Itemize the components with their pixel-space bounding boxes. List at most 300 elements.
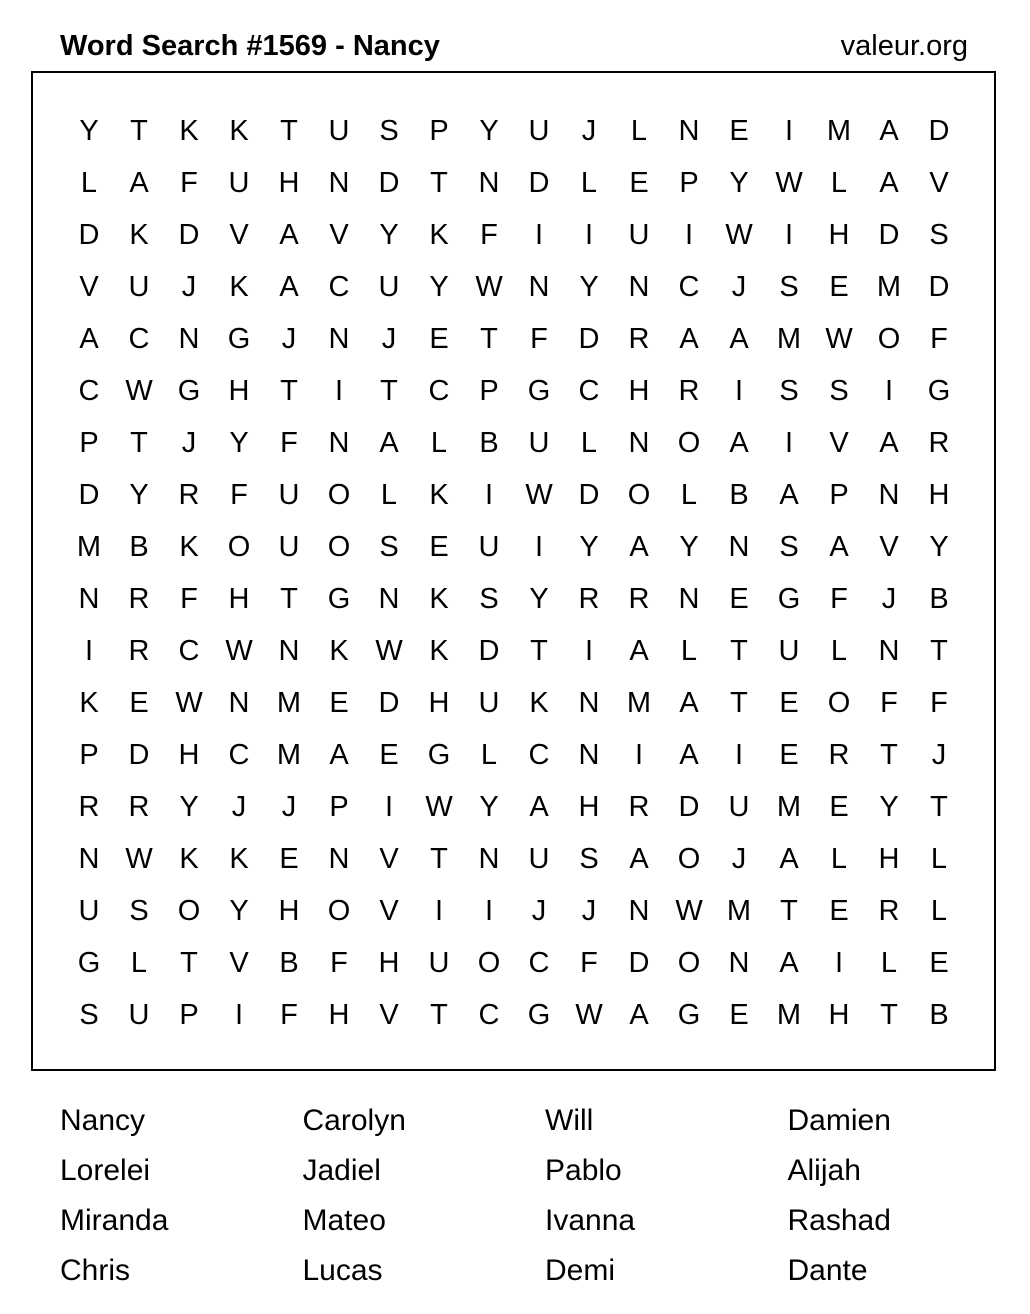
grid-cell[interactable]: Y [579, 530, 599, 563]
grid-cell[interactable]: V [379, 998, 399, 1031]
grid-cell[interactable]: N [478, 842, 500, 875]
grid-cell[interactable]: E [279, 842, 299, 875]
grid-cell[interactable]: M [776, 998, 802, 1031]
grid-cell[interactable]: M [876, 270, 902, 303]
grid-cell[interactable]: P [679, 166, 699, 199]
grid-cell[interactable]: T [280, 582, 298, 615]
grid-cell[interactable]: R [678, 374, 700, 407]
grid-cell[interactable]: T [430, 998, 448, 1031]
grid-cell[interactable]: A [629, 842, 649, 875]
grid-cell[interactable]: C [178, 634, 200, 667]
grid-cell[interactable]: D [628, 946, 650, 979]
grid-cell[interactable]: A [729, 322, 749, 355]
grid-cell[interactable]: G [77, 946, 101, 979]
grid-cell[interactable]: K [229, 270, 249, 303]
grid-cell[interactable]: T [430, 166, 448, 199]
grid-cell[interactable]: A [279, 218, 299, 251]
grid-cell[interactable]: K [179, 530, 199, 563]
grid-cell[interactable]: T [930, 790, 948, 823]
grid-cell[interactable]: W [775, 166, 803, 199]
grid-cell[interactable]: K [229, 842, 249, 875]
grid-cell[interactable]: Y [229, 894, 249, 927]
grid-cell[interactable]: C [128, 322, 150, 355]
grid-cell[interactable]: A [329, 738, 349, 771]
grid-cell[interactable]: W [425, 790, 453, 823]
grid-cell[interactable]: S [379, 114, 399, 147]
grid-cell[interactable]: E [429, 530, 449, 563]
grid-cell[interactable]: T [280, 114, 298, 147]
grid-cell[interactable]: J [731, 270, 747, 303]
grid-cell[interactable]: P [179, 998, 199, 1031]
grid-cell[interactable]: L [630, 114, 648, 147]
grid-cell[interactable]: B [479, 426, 499, 459]
grid-cell[interactable]: S [379, 530, 399, 563]
grid-cell[interactable]: N [78, 842, 100, 875]
grid-cell[interactable]: R [628, 582, 650, 615]
grid-cell[interactable]: F [330, 946, 348, 979]
grid-cell[interactable]: O [477, 946, 501, 979]
grid-cell[interactable]: S [779, 374, 799, 407]
grid-cell[interactable]: L [830, 634, 848, 667]
grid-cell[interactable]: U [528, 114, 550, 147]
grid-cell[interactable]: R [578, 582, 600, 615]
grid-cell[interactable]: W [825, 322, 853, 355]
grid-cell[interactable]: N [678, 582, 700, 615]
grid-cell[interactable]: K [429, 218, 449, 251]
grid-cell[interactable]: D [178, 218, 200, 251]
grid-cell[interactable]: H [578, 790, 600, 823]
grid-cell[interactable]: F [180, 166, 198, 199]
grid-cell[interactable]: V [929, 166, 949, 199]
grid-cell[interactable]: Y [429, 270, 449, 303]
grid-cell[interactable]: U [78, 894, 100, 927]
grid-cell[interactable]: K [79, 686, 99, 719]
grid-cell[interactable]: V [229, 946, 249, 979]
grid-cell[interactable]: L [380, 478, 398, 511]
grid-cell[interactable]: G [227, 322, 251, 355]
grid-cell[interactable]: A [629, 998, 649, 1031]
grid-cell[interactable]: R [128, 634, 150, 667]
grid-cell[interactable]: G [777, 582, 801, 615]
grid-cell[interactable]: E [329, 686, 349, 719]
grid-cell[interactable]: D [78, 478, 100, 511]
grid-cell[interactable]: N [628, 270, 650, 303]
grid-cell[interactable]: J [181, 426, 197, 459]
grid-cell[interactable]: N [328, 842, 350, 875]
grid-cell[interactable]: U [128, 270, 150, 303]
grid-cell[interactable]: F [280, 998, 298, 1031]
grid-cell[interactable]: H [428, 686, 450, 719]
grid-cell[interactable]: L [830, 166, 848, 199]
grid-cell[interactable]: L [480, 738, 498, 771]
grid-cell[interactable]: U [378, 270, 400, 303]
grid-cell[interactable]: Y [229, 426, 249, 459]
grid-cell[interactable]: D [678, 790, 700, 823]
grid-cell[interactable]: B [929, 582, 949, 615]
grid-cell[interactable]: R [78, 790, 100, 823]
grid-cell[interactable]: S [479, 582, 499, 615]
grid-cell[interactable]: Y [729, 166, 749, 199]
grid-cell[interactable]: N [378, 582, 400, 615]
grid-cell[interactable]: D [128, 738, 150, 771]
grid-cell[interactable]: W [175, 686, 203, 719]
grid-cell[interactable]: N [78, 582, 100, 615]
grid-cell[interactable]: W [225, 634, 253, 667]
grid-cell[interactable]: C [78, 374, 100, 407]
grid-cell[interactable]: N [728, 530, 750, 563]
grid-cell[interactable]: I [234, 998, 244, 1031]
grid-cell[interactable]: T [130, 426, 148, 459]
grid-cell[interactable]: O [677, 842, 701, 875]
grid-cell[interactable]: I [734, 738, 744, 771]
grid-cell[interactable]: Y [929, 530, 949, 563]
grid-cell[interactable]: N [478, 166, 500, 199]
grid-cell[interactable]: O [827, 686, 851, 719]
grid-cell[interactable]: I [584, 218, 594, 251]
grid-cell[interactable]: H [378, 946, 400, 979]
grid-cell[interactable]: W [375, 634, 403, 667]
grid-cell[interactable]: N [328, 322, 350, 355]
grid-cell[interactable]: D [378, 686, 400, 719]
grid-cell[interactable]: D [878, 218, 900, 251]
grid-cell[interactable]: K [429, 634, 449, 667]
grid-cell[interactable]: F [180, 582, 198, 615]
grid-cell[interactable]: N [528, 270, 550, 303]
grid-cell[interactable]: M [826, 114, 852, 147]
grid-cell[interactable]: Y [529, 582, 549, 615]
grid-cell[interactable]: E [779, 738, 799, 771]
grid-cell[interactable]: H [928, 478, 950, 511]
grid-cell[interactable]: P [429, 114, 449, 147]
grid-cell[interactable]: F [280, 426, 298, 459]
grid-cell[interactable]: S [129, 894, 149, 927]
grid-cell[interactable]: D [378, 166, 400, 199]
grid-cell[interactable]: C [528, 946, 550, 979]
grid-cell[interactable]: A [679, 738, 699, 771]
grid-cell[interactable]: I [584, 634, 594, 667]
grid-cell[interactable]: U [278, 478, 300, 511]
grid-cell[interactable]: O [877, 322, 901, 355]
grid-cell[interactable]: B [129, 530, 149, 563]
grid-cell[interactable]: I [384, 790, 394, 823]
grid-cell[interactable]: N [678, 114, 700, 147]
grid-cell[interactable]: C [578, 374, 600, 407]
grid-cell[interactable]: R [128, 582, 150, 615]
grid-cell[interactable]: R [628, 322, 650, 355]
grid-cell[interactable]: A [779, 946, 799, 979]
grid-cell[interactable]: R [878, 894, 900, 927]
grid-cell[interactable]: N [578, 686, 600, 719]
grid-cell[interactable]: K [179, 842, 199, 875]
grid-cell[interactable]: O [677, 426, 701, 459]
grid-cell[interactable]: J [581, 114, 597, 147]
grid-cell[interactable]: B [729, 478, 749, 511]
grid-cell[interactable]: I [434, 894, 444, 927]
grid-cell[interactable]: V [379, 894, 399, 927]
grid-cell[interactable]: N [728, 946, 750, 979]
grid-cell[interactable]: K [179, 114, 199, 147]
grid-cell[interactable]: A [829, 530, 849, 563]
grid-cell[interactable]: M [276, 738, 302, 771]
grid-cell[interactable]: R [178, 478, 200, 511]
grid-cell[interactable]: M [776, 790, 802, 823]
grid-cell[interactable]: U [278, 530, 300, 563]
grid-cell[interactable]: U [328, 114, 350, 147]
grid-cell[interactable]: V [79, 270, 99, 303]
grid-cell[interactable]: S [829, 374, 849, 407]
grid-cell[interactable]: L [830, 842, 848, 875]
grid-cell[interactable]: S [79, 998, 99, 1031]
grid-cell[interactable]: H [828, 218, 850, 251]
grid-cell[interactable]: J [181, 270, 197, 303]
grid-cell[interactable]: G [527, 374, 551, 407]
grid-cell[interactable]: H [628, 374, 650, 407]
grid-cell[interactable]: U [128, 998, 150, 1031]
grid-cell[interactable]: F [830, 582, 848, 615]
grid-cell[interactable]: A [879, 166, 899, 199]
grid-cell[interactable]: V [379, 842, 399, 875]
grid-cell[interactable]: Y [179, 790, 199, 823]
grid-cell[interactable]: C [328, 270, 350, 303]
grid-cell[interactable]: N [578, 738, 600, 771]
grid-cell[interactable]: U [778, 634, 800, 667]
grid-cell[interactable]: J [731, 842, 747, 875]
grid-cell[interactable]: P [829, 478, 849, 511]
grid-cell[interactable]: L [580, 166, 598, 199]
grid-cell[interactable]: E [829, 790, 849, 823]
grid-cell[interactable]: U [528, 426, 550, 459]
grid-cell[interactable]: D [578, 478, 600, 511]
grid-cell[interactable]: A [779, 842, 799, 875]
grid-cell[interactable]: K [429, 582, 449, 615]
grid-cell[interactable]: O [327, 530, 351, 563]
grid-cell[interactable]: S [779, 530, 799, 563]
grid-cell[interactable]: F [480, 218, 498, 251]
grid-cell[interactable]: L [430, 426, 448, 459]
grid-cell[interactable]: T [780, 894, 798, 927]
grid-cell[interactable]: M [276, 686, 302, 719]
grid-cell[interactable]: M [626, 686, 652, 719]
grid-cell[interactable]: F [930, 322, 948, 355]
grid-cell[interactable]: A [379, 426, 399, 459]
grid-cell[interactable]: B [929, 998, 949, 1031]
grid-cell[interactable]: K [129, 218, 149, 251]
grid-cell[interactable]: P [479, 374, 499, 407]
grid-cell[interactable]: D [78, 218, 100, 251]
grid-cell[interactable]: H [228, 374, 250, 407]
grid-cell[interactable]: E [129, 686, 149, 719]
grid-cell[interactable]: T [530, 634, 548, 667]
grid-cell[interactable]: W [675, 894, 703, 927]
grid-cell[interactable]: R [628, 790, 650, 823]
grid-cell[interactable]: I [484, 894, 494, 927]
grid-cell[interactable]: W [575, 998, 603, 1031]
grid-cell[interactable]: W [475, 270, 503, 303]
grid-cell[interactable]: U [728, 790, 750, 823]
grid-cell[interactable]: J [931, 738, 947, 771]
grid-cell[interactable]: G [527, 998, 551, 1031]
grid-cell[interactable]: J [381, 322, 397, 355]
grid-cell[interactable]: H [278, 166, 300, 199]
grid-cell[interactable]: A [679, 322, 699, 355]
grid-cell[interactable]: Y [379, 218, 399, 251]
grid-cell[interactable]: O [627, 478, 651, 511]
grid-cell[interactable]: M [726, 894, 752, 927]
grid-cell[interactable]: S [579, 842, 599, 875]
grid-cell[interactable]: N [878, 634, 900, 667]
grid-cell[interactable]: N [178, 322, 200, 355]
grid-cell[interactable]: E [429, 322, 449, 355]
grid-cell[interactable]: B [279, 946, 299, 979]
grid-cell[interactable]: T [430, 842, 448, 875]
grid-cell[interactable]: Y [79, 114, 99, 147]
grid-cell[interactable]: M [76, 530, 102, 563]
grid-cell[interactable]: L [880, 946, 898, 979]
grid-cell[interactable]: Y [579, 270, 599, 303]
grid-cell[interactable]: C [528, 738, 550, 771]
grid-cell[interactable]: H [878, 842, 900, 875]
grid-cell[interactable]: I [884, 374, 894, 407]
grid-cell[interactable]: J [581, 894, 597, 927]
grid-cell[interactable]: P [79, 426, 99, 459]
grid-cell[interactable]: N [628, 894, 650, 927]
grid-cell[interactable]: C [478, 998, 500, 1031]
grid-cell[interactable]: V [329, 218, 349, 251]
grid-cell[interactable]: C [428, 374, 450, 407]
grid-cell[interactable]: A [679, 686, 699, 719]
grid-cell[interactable]: A [779, 478, 799, 511]
grid-cell[interactable]: E [829, 894, 849, 927]
grid-cell[interactable]: E [729, 114, 749, 147]
grid-cell[interactable]: O [677, 946, 701, 979]
grid-cell[interactable]: O [327, 894, 351, 927]
grid-cell[interactable]: F [930, 686, 948, 719]
grid-cell[interactable]: J [531, 894, 547, 927]
grid-cell[interactable]: Y [879, 790, 899, 823]
grid-cell[interactable]: U [428, 946, 450, 979]
grid-cell[interactable]: W [125, 842, 153, 875]
grid-cell[interactable]: K [529, 686, 549, 719]
grid-cell[interactable]: H [278, 894, 300, 927]
grid-cell[interactable]: G [677, 998, 701, 1031]
grid-cell[interactable]: D [928, 114, 950, 147]
grid-cell[interactable]: I [484, 478, 494, 511]
grid-cell[interactable]: U [228, 166, 250, 199]
grid-cell[interactable]: E [829, 270, 849, 303]
grid-cell[interactable]: V [229, 218, 249, 251]
grid-cell[interactable]: J [881, 582, 897, 615]
grid-cell[interactable]: F [530, 322, 548, 355]
grid-cell[interactable]: L [930, 842, 948, 875]
grid-cell[interactable]: I [784, 114, 794, 147]
grid-cell[interactable]: J [281, 322, 297, 355]
grid-cell[interactable]: L [580, 426, 598, 459]
grid-cell[interactable]: U [478, 686, 500, 719]
grid-cell[interactable]: Y [479, 790, 499, 823]
grid-cell[interactable]: T [730, 686, 748, 719]
grid-cell[interactable]: C [228, 738, 250, 771]
grid-cell[interactable]: E [729, 998, 749, 1031]
grid-cell[interactable]: N [628, 426, 650, 459]
grid-cell[interactable]: P [79, 738, 99, 771]
grid-cell[interactable]: T [480, 322, 498, 355]
grid-cell[interactable]: G [177, 374, 201, 407]
grid-cell[interactable]: R [828, 738, 850, 771]
grid-cell[interactable]: T [880, 998, 898, 1031]
grid-cell[interactable]: I [334, 374, 344, 407]
grid-cell[interactable]: T [730, 634, 748, 667]
grid-cell[interactable]: J [281, 790, 297, 823]
grid-cell[interactable]: D [478, 634, 500, 667]
grid-cell[interactable]: V [829, 426, 849, 459]
grid-cell[interactable]: R [928, 426, 950, 459]
grid-cell[interactable]: D [528, 166, 550, 199]
grid-cell[interactable]: O [227, 530, 251, 563]
grid-cell[interactable]: Y [479, 114, 499, 147]
grid-cell[interactable]: K [329, 634, 349, 667]
grid-cell[interactable]: E [379, 738, 399, 771]
grid-cell[interactable]: H [328, 998, 350, 1031]
grid-cell[interactable]: D [578, 322, 600, 355]
grid-cell[interactable]: L [130, 946, 148, 979]
grid-cell[interactable]: A [879, 114, 899, 147]
grid-cell[interactable]: U [628, 218, 650, 251]
grid-cell[interactable]: C [678, 270, 700, 303]
grid-cell[interactable]: H [828, 998, 850, 1031]
grid-cell[interactable]: E [629, 166, 649, 199]
grid-cell[interactable]: M [776, 322, 802, 355]
grid-cell[interactable]: N [278, 634, 300, 667]
grid-cell[interactable]: R [128, 790, 150, 823]
grid-cell[interactable]: T [880, 738, 898, 771]
grid-cell[interactable]: F [230, 478, 248, 511]
grid-cell[interactable]: A [629, 634, 649, 667]
grid-cell[interactable]: W [525, 478, 553, 511]
grid-cell[interactable]: O [177, 894, 201, 927]
grid-cell[interactable]: L [680, 634, 698, 667]
grid-cell[interactable]: A [129, 166, 149, 199]
grid-cell[interactable]: K [429, 478, 449, 511]
grid-cell[interactable]: S [779, 270, 799, 303]
grid-cell[interactable]: A [79, 322, 99, 355]
grid-cell[interactable]: S [929, 218, 949, 251]
grid-cell[interactable]: A [629, 530, 649, 563]
grid-cell[interactable]: F [580, 946, 598, 979]
grid-cell[interactable]: Y [679, 530, 699, 563]
grid-cell[interactable]: I [634, 738, 644, 771]
grid-cell[interactable]: A [529, 790, 549, 823]
grid-cell[interactable]: E [729, 582, 749, 615]
grid-cell[interactable]: I [84, 634, 94, 667]
grid-cell[interactable]: A [729, 426, 749, 459]
grid-cell[interactable]: P [329, 790, 349, 823]
grid-cell[interactable]: L [80, 166, 98, 199]
grid-cell[interactable]: Y [129, 478, 149, 511]
grid-cell[interactable]: V [879, 530, 899, 563]
grid-cell[interactable]: G [327, 582, 351, 615]
grid-cell[interactable]: K [229, 114, 249, 147]
grid-cell[interactable]: T [380, 374, 398, 407]
grid-cell[interactable]: T [180, 946, 198, 979]
grid-cell[interactable]: N [878, 478, 900, 511]
grid-cell[interactable]: G [427, 738, 451, 771]
grid-cell[interactable]: I [684, 218, 694, 251]
grid-cell[interactable]: U [478, 530, 500, 563]
grid-cell[interactable]: E [779, 686, 799, 719]
grid-cell[interactable]: O [327, 478, 351, 511]
grid-cell[interactable]: T [930, 634, 948, 667]
grid-cell[interactable]: N [228, 686, 250, 719]
